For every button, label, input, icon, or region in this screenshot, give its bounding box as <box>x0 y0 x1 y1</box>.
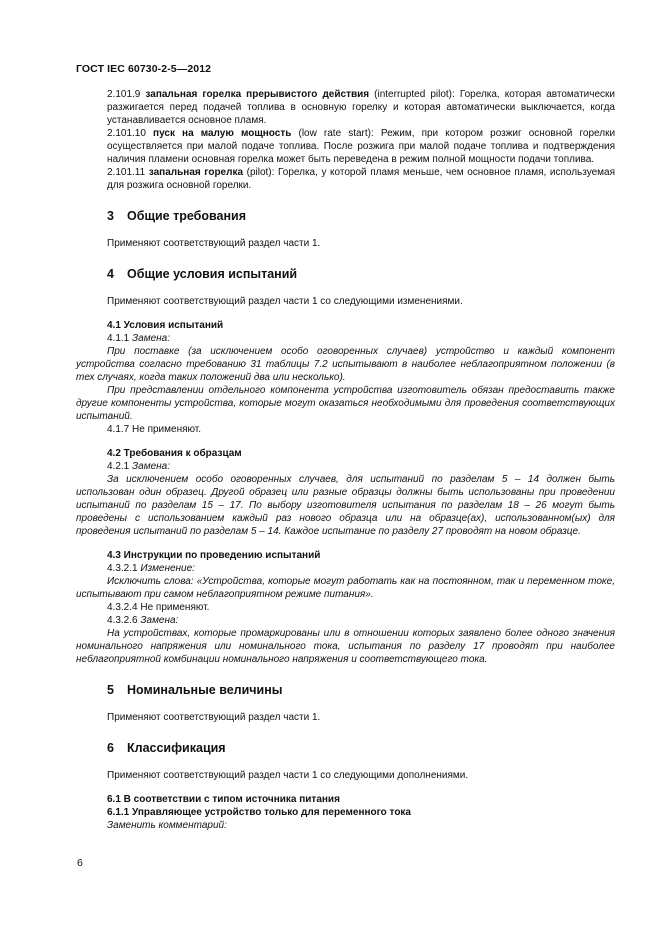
clause-4-3-2-6: 4.3.2.6 Замена: <box>107 615 179 626</box>
english-term: (low rate start): <box>298 128 374 139</box>
subsection-4-2-heading: 4.2 Требования к образцам <box>107 448 242 459</box>
english-term: (pilot): <box>246 167 275 178</box>
section-3-heading: 3 Общие требования <box>107 209 247 223</box>
definition-2-101-11 <box>107 166 615 192</box>
definition-text: Режим, при котором розжиг основной горелки осуществляется при малой подаче топлива. После розжига при малой подаче топлива и подтверждения наличия пламени основная горелка может быть переведена в режим полной мощности подачи топлива. <box>107 128 616 165</box>
clause-number: 2.101.10 <box>107 128 146 139</box>
clause-4-2-1-text: За исключением особо оговоренных случаев, для испытаний по разделам 5 – 14 должен быть использован один образец. Другой образец или разные образцы должны быть использованы при проведении испытаний по разделам 15 – 17. По выбору изготовителя испытания по разделам 18 – 26 могут быть проведены с использованием каждый раз нового образца или на образце(ах), использованном(ых) для проведения испытаний по разделам 5 – 14. Каждое испытание по разделу 27 проводят на новом образце. <box>76 474 615 537</box>
section-5-heading: 5 Номинальные величины <box>107 683 283 697</box>
subsection-4-3-heading: 4.3 Инструкции по проведению испытаний <box>107 550 321 561</box>
subsection-6-1-1-note: Заменить комментарий: <box>107 820 227 831</box>
clause-number: 2.101.11 <box>107 167 146 178</box>
clause-4-1-1-text-2: При представлении отдельного компонента устройства изготовитель обязан предоставить также другие компоненты устройства, которые могут оказаться необходимыми для проведения соответствующих испытаний. <box>76 385 615 422</box>
document-code-header: ГОСТ IEC 60730-2-5—2012 <box>76 63 212 75</box>
clause-4-1-1-text-1: При поставке (за исключением особо оговоренных случаев) устройство и каждый компонент устройства согласно требованию 31 таблицы 7.2 испытывают в наиболее неблагоприятном положении (в тех случаях, когда таких положений два или несколько). <box>76 346 615 383</box>
clause-4-3-2-4: 4.3.2.4 Не применяют. <box>107 602 210 613</box>
clause-number: 2.101.9 <box>107 89 141 100</box>
definition-text: Горелка, которая автоматически разжигается перед подачей топлива в основную горелку и которая автоматически выключается, когда устанавливается основное пламя. <box>107 89 615 126</box>
subsection-6-1-heading: 6.1 В соответствии с типом источника питания <box>107 794 340 805</box>
clause-4-3-2-1-text: Исключить слова: «Устройства, которые могут работать как на постоянном, так и переменном токе, испытывают при самом неблагоприятном режиме питания». <box>76 576 615 600</box>
section-6-text: Применяют соответствующий раздел части 1 со следующими дополнениями. <box>107 770 469 781</box>
subsection-4-1-heading: 4.1 Условия испытаний <box>107 320 224 331</box>
page-body <box>76 88 616 832</box>
definition-text: Горелка, у которой пламя меньше, чем основное пламя, используемая для розжига основной горелки. <box>107 167 616 191</box>
english-term: (interrupted pilot): <box>374 89 455 100</box>
clause-4-2-1: 4.2.1 Замена: <box>107 461 170 472</box>
clause-4-1-1: 4.1.1 Замена: <box>107 333 170 344</box>
page-number: 6 <box>77 857 83 869</box>
subsection-6-1-1-heading: 6.1.1 Управляющее устройство только для переменного тока <box>107 807 411 818</box>
defined-term: запальная горелка <box>148 167 244 178</box>
definition-2-101-10 <box>107 127 615 166</box>
definition-2-101-9 <box>107 88 615 127</box>
section-6-heading: 6 Классификация <box>107 741 226 755</box>
defined-term: пуск на малую мощность <box>153 128 292 139</box>
clause-4-3-2-1: 4.3.2.1 Изменение: <box>107 563 195 574</box>
section-4-text: Применяют соответствующий раздел части 1 со следующими изменениями. <box>107 296 463 307</box>
section-4-heading: 4 Общие условия испытаний <box>107 267 298 281</box>
defined-term: запальная горелка прерывистого действия <box>145 89 370 100</box>
clause-4-1-7: 4.1.7 Не применяют. <box>107 424 202 435</box>
section-3-text: Применяют соответствующий раздел части 1. <box>107 238 321 249</box>
section-5-text: Применяют соответствующий раздел части 1. <box>107 712 321 723</box>
clause-4-3-2-6-text: На устройствах, которые промаркированы или в отношении которых заявлено более одного значения номинального напряжения или номинального тока, испытания по разделу 17 проводят при наиболее неблагоприятной комбинации номинального напряжения и соответствующего тока. <box>76 628 615 665</box>
